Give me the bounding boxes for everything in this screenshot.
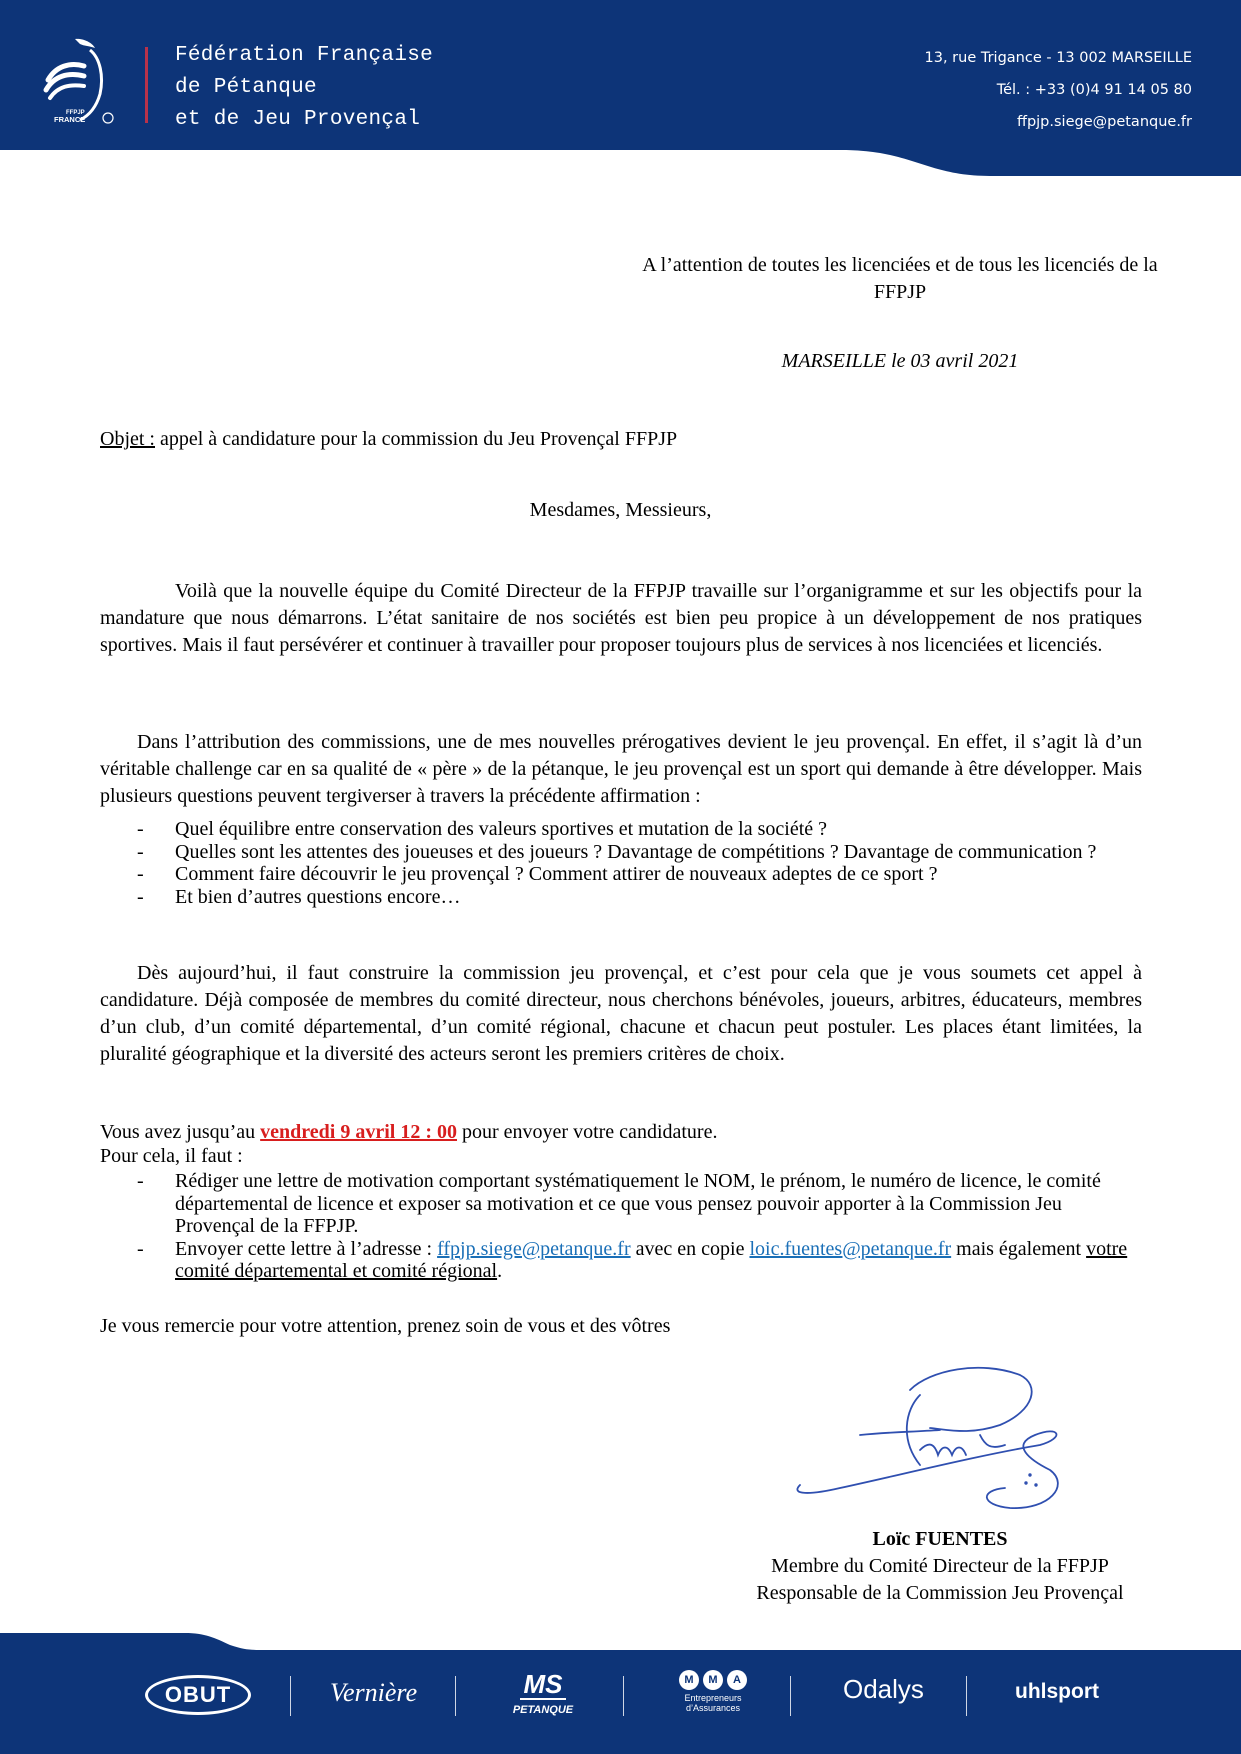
contact-info: [925, 42, 1193, 138]
sponsor-divider: [623, 1676, 624, 1716]
list-item: [100, 1238, 1142, 1283]
requirement-text: mais également: [951, 1237, 1087, 1260]
logo-ffpjp-text: FFPJP: [66, 110, 85, 116]
org-name-line-2: de Pétanque: [175, 76, 317, 99]
organization-name: [175, 40, 433, 136]
bullet-dash: -: [137, 1237, 144, 1260]
sponsor-odalys-logo: Odalys: [843, 1674, 924, 1704]
signer-title-2: Responsable de la Commission Jeu Provençal: [756, 1582, 1124, 1604]
requirement-text: avec en copie: [630, 1237, 750, 1260]
paragraph-3: Dès aujourd’hui, il faut construire la commission jeu provençal, et c’est pour cela que je vous soumets cet appel à candidature. Déjà composée de membres du comité directeur, nous cherchons bénévoles, joueurs, arbitres, éducateurs, membres d’un club, d’un comité départemental, d’un comité régional, chacune et chacun peut postuler. Les places étant limitées, la pluralité géographique et la diversité des acteurs seront les premiers critères de choix.: [100, 962, 1142, 1065]
list-item: [100, 863, 1142, 886]
sponsor-divider: [455, 1676, 456, 1716]
ms-logo-text: MS: [520, 1670, 566, 1700]
deadline-block: [100, 1120, 717, 1168]
list-item: [100, 1170, 1142, 1238]
greeting: Mesdames, Messieurs,: [529, 499, 712, 521]
requirement-end: .: [497, 1260, 503, 1282]
requirement-text: Envoyer cette lettre à l’adresse :: [175, 1237, 438, 1260]
fuentes-email-link[interactable]: loic.fuentes@petanque.fr: [749, 1237, 952, 1260]
subject-label: Objet :: [100, 428, 155, 450]
list-item: [100, 841, 1142, 864]
logo-france-text: FRANCE: [54, 115, 86, 124]
org-name-line-3: et de Jeu Provençal: [175, 108, 421, 131]
question-text: Comment faire découvrir le jeu provençal ? Comment attirer de nouveaux adeptes de ce sport ?: [175, 863, 938, 885]
questions-list: [100, 818, 1142, 908]
list-item: [100, 818, 1142, 841]
list-item: [100, 886, 1142, 909]
question-text: Et bien d’autres questions encore…: [175, 885, 461, 908]
deadline-after: pour envoyer votre candidature.: [457, 1121, 718, 1143]
signer-name: Loïc FUENTES: [872, 1528, 1008, 1550]
requirements-list: [100, 1170, 1142, 1283]
siege-email-link[interactable]: ffpjp.siege@petanque.fr: [437, 1237, 631, 1260]
handwritten-signature-icon: [780, 1350, 1080, 1520]
subject-text: appel à candidature pour la commission du Jeu Provençal FFPJP: [155, 428, 678, 450]
bullet-dash: -: [137, 1170, 144, 1192]
signer-title-1: Membre du Comité Directeur de la FFPJP: [771, 1555, 1109, 1577]
paragraph-1: Voilà que la nouvelle équipe du Comité Directeur de la FFPJP travaille sur l’organigramme et sur les objectifs pour la mandature que nous démarrons. L’état sanitaire de nos sociétés est bien peu propice à un développement de nos pratiques sportives. Mais il faut persévérer et continuer à travailler pour proposer toujours plus de services à nos licenciées et licenciés.: [100, 580, 1142, 656]
contact-address: 13, rue Trigance - 13 002 MARSEILLE: [924, 50, 1192, 66]
deadline-highlight: vendredi 9 avril 12 : 00: [260, 1121, 458, 1143]
sponsor-divider: [790, 1676, 791, 1716]
mma-subtext-2: d’Assurances: [685, 1703, 741, 1713]
deadline-before: Vous avez jusqu’au: [100, 1121, 261, 1143]
contact-phone: Tél. : +33 (0)4 91 14 05 80: [996, 82, 1192, 98]
sponsor-ms-petanque-logo: [503, 1670, 583, 1716]
sponsor-mma-logo: [668, 1670, 758, 1713]
sponsor-verniere-logo: Vernière: [330, 1678, 418, 1707]
closing-line: Je vous remercie pour votre attention, prenez soin de vous et des vôtres: [100, 1315, 671, 1337]
requirement-underlined: votre comité départemental et comité régional: [175, 1237, 1128, 1282]
logo-divider: [145, 47, 148, 123]
sponsor-divider: [290, 1676, 291, 1716]
sponsor-divider: [966, 1676, 967, 1716]
ffpjp-rooster-logo-icon: [40, 36, 120, 126]
mma-letter: A: [727, 1670, 747, 1690]
ms-logo-subtext: PETANQUE: [512, 1704, 574, 1716]
bullet-dash: -: [137, 840, 144, 863]
recipient-block: A l’attention de toutes les licenciées et de tous les licenciés de la FFPJP: [642, 254, 1158, 303]
contact-email[interactable]: ffpjp.siege@petanque.fr: [1016, 114, 1192, 130]
mma-circles: [668, 1670, 758, 1690]
date-line: MARSEILLE le 03 avril 2021: [781, 350, 1019, 372]
question-text: Quel équilibre entre conservation des valeurs sportives et mutation de la société ?: [175, 818, 828, 840]
bullet-dash: -: [137, 863, 144, 885]
mma-subtext-1: Entrepreneurs: [684, 1693, 742, 1703]
mma-letter: M: [679, 1670, 699, 1690]
paragraph-2: Dans l’attribution des commissions, une de mes nouvelles prérogatives devient le jeu provençal. En effet, il s’agit là d’un véritable challenge car en sa qualité de « père » de la pétanque, le jeu provençal est un sport qui demande à être développer. Mais plusieurs questions peuvent tergiverser à travers la précédente affirmation :: [100, 731, 1142, 807]
question-text: Quelles sont les attentes des joueuses et des joueurs ? Davantage de compétitions ? Davantage de communication ?: [175, 840, 1097, 863]
subject-line: [100, 428, 677, 451]
requirement-text: Rédiger une lettre de motivation comportant systématiquement le NOM, le prénom, le numéro de licence, le comité départemental de licence et exposer sa motivation et ce que vous pensez pouvoir apporter à la Commission Jeu Provençal de la FFPJP.: [175, 1170, 1101, 1237]
signer-block: [700, 1526, 1180, 1607]
bullet-dash: -: [137, 885, 144, 908]
sponsor-uhlsport-logo: uhlsport: [1015, 1680, 1099, 1703]
requirements-intro: Pour cela, il faut :: [100, 1145, 243, 1167]
bullet-dash: -: [137, 818, 144, 840]
org-name-line-1: Fédération Française: [175, 44, 434, 67]
sponsor-obut-logo: OBUT: [145, 1675, 251, 1715]
mma-letter: M: [703, 1670, 723, 1690]
deadline-line: [100, 1120, 717, 1144]
